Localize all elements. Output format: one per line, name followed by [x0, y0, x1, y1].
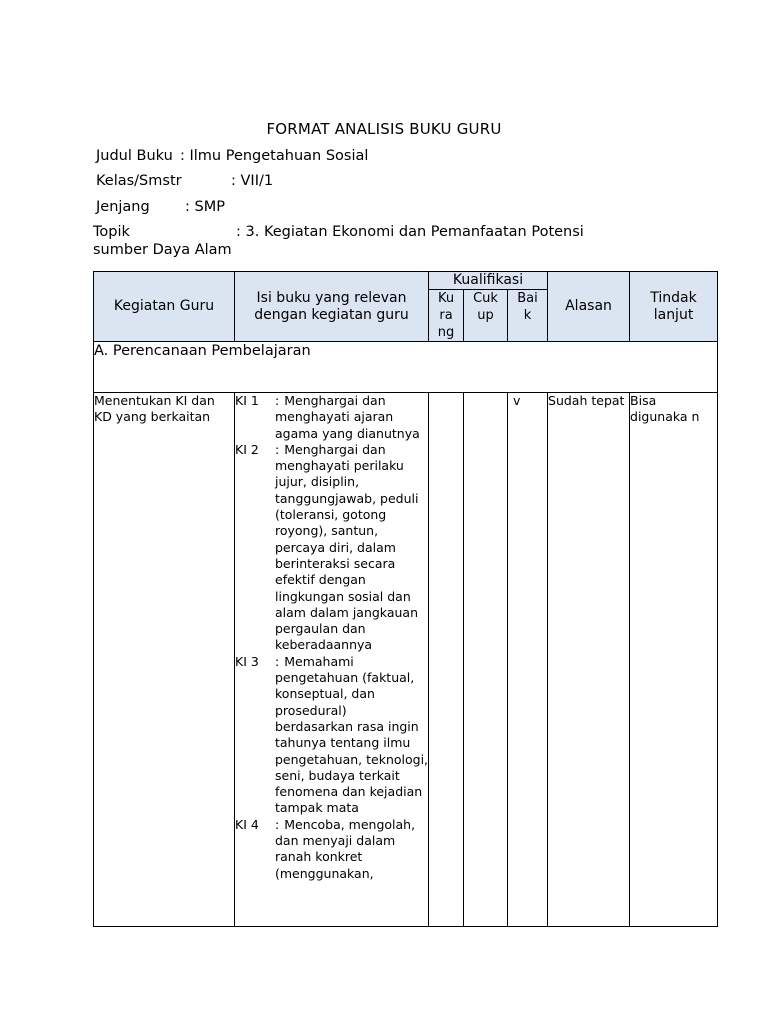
topik-value: : 3. Kegiatan Ekonomi dan Pemanfaatan Potensi — [236, 224, 584, 240]
ki-item — [235, 654, 428, 817]
jenjang-value: : SMP — [185, 199, 225, 215]
jenjang-label: Jenjang — [96, 199, 150, 215]
header-cukup: Cuk up — [464, 290, 508, 342]
header-alasan: Alasan — [548, 272, 630, 342]
header-baik: Bai k — [508, 290, 548, 342]
header-kegiatan-guru: Kegiatan Guru — [94, 272, 235, 342]
cell-cukup — [464, 393, 508, 927]
topik-continuation: sumber Daya Alam — [93, 242, 232, 258]
cell-kurang — [429, 393, 464, 927]
topik-line — [93, 223, 653, 259]
ki-label: KI 3 — [235, 653, 259, 669]
kelas-label: Kelas/Smstr — [96, 173, 182, 189]
cell-isi-buku — [235, 393, 429, 927]
cell-kegiatan — [94, 393, 235, 927]
analysis-table — [93, 271, 718, 927]
header-tindak-lanjut: Tindak lanjut — [630, 272, 718, 342]
header-isi-buku: Isi buku yang relevan dengan kegiatan guru — [235, 272, 429, 342]
cell-alasan: Sudah tepat — [548, 393, 630, 927]
topik-label: Topik — [93, 224, 130, 240]
ki-label: KI 4 — [235, 816, 259, 832]
ki-label: KI 1 — [235, 393, 259, 408]
judul-buku-label: Judul Buku — [96, 148, 173, 164]
kelas-value: : VII/1 — [231, 173, 274, 189]
judul-buku-value: : Ilmu Pengetahuan Sosial — [180, 148, 369, 164]
ki-text: : Mencoba, mengolah, dan menyaji dalam ranah konkret (menggunakan, — [275, 816, 416, 881]
ki-item — [235, 393, 428, 442]
section-perencanaan: A. Perencanaan Pembelajaran — [94, 342, 718, 393]
kegiatan-text: Menentukan KI dan KD yang berkaitan — [94, 393, 215, 425]
ki-item — [235, 817, 428, 882]
ki-label: KI 2 — [235, 441, 259, 457]
cell-tindak-lanjut: Bisa digunaka n — [630, 393, 718, 927]
cell-baik: v — [508, 393, 548, 927]
ki-text: : Menghargai dan menghayati perilaku jujur, disiplin, tanggungjawab, peduli (toleransi, gotong royong), santun, percaya diri, dalam berinteraksi secara efektif dengan lingkungan sosial dan alam dalam jangkauan pergaulan dan keberadaannya — [275, 441, 419, 653]
ki-list — [235, 393, 428, 926]
header-kurang: Ku ra ng — [429, 290, 464, 342]
ki-text: : Memahami pengetahuan (faktual, konseptual, dan prosedural) berdasarkan rasa ingin tahunya tentang ilmu pengetahuan, teknologi, seni, budaya terkait fenomena dan kejadian tampak mata — [275, 653, 428, 816]
ki-item — [235, 442, 428, 654]
document-title: FORMAT ANALISIS BUKU GURU — [266, 120, 502, 138]
header-kualifikasi: Kualifikasi — [429, 272, 548, 290]
ki-text: : Menghargai dan menghayati ajaran agama yang dianutnya — [275, 393, 420, 441]
